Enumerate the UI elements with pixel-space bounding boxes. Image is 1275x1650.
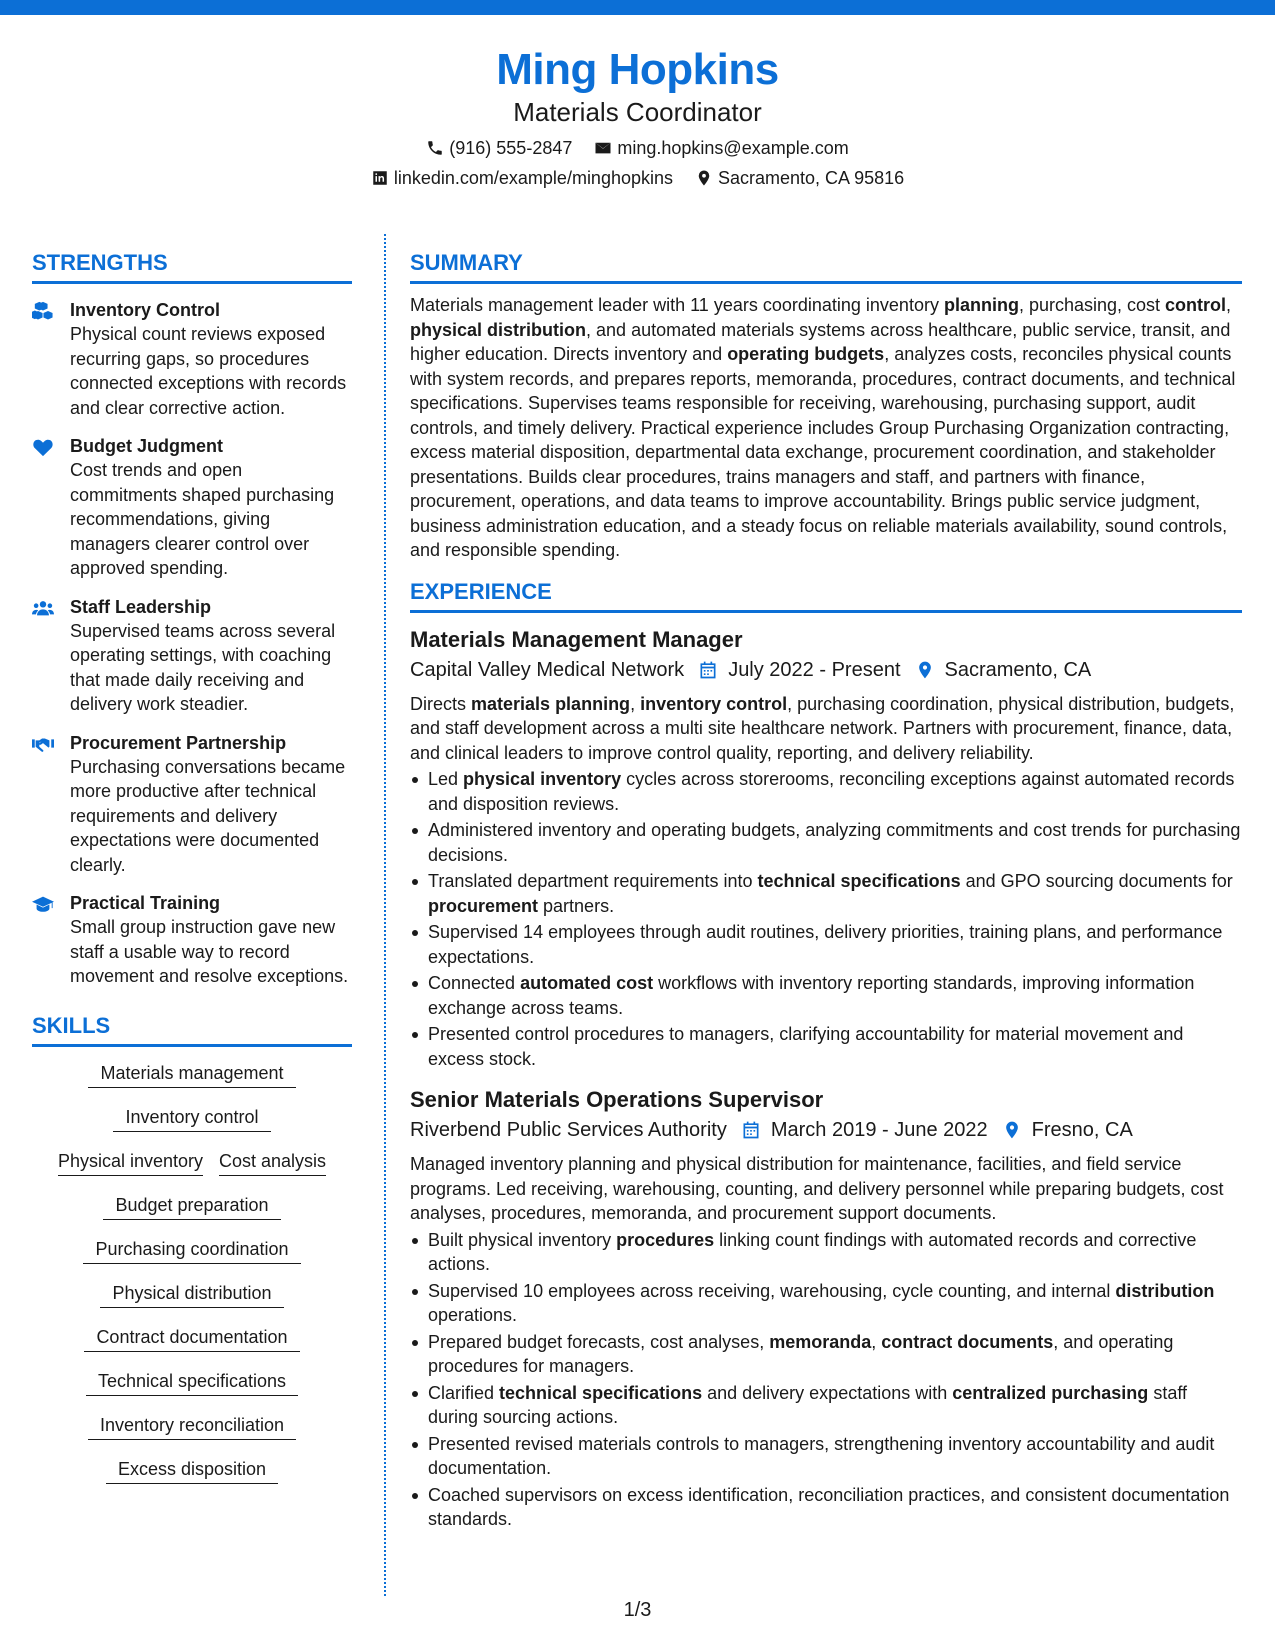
contact-row-secondary	[0, 166, 1275, 190]
job-location: Sacramento, CA	[944, 658, 1092, 681]
strength-description: Cost trends and open commitments shaped purchasing recommendations, giving managers clearer control over approved spending.	[70, 460, 335, 578]
strength-description: Small group instruction gave new staff a usable way to record movement and resolve exceptions.	[70, 917, 349, 986]
strength-title: Staff Leadership	[70, 596, 212, 617]
strength-description: Purchasing conversations became more productive after technical requirements and delivery expectations were documented clearly.	[70, 756, 346, 875]
contact-linkedin[interactable]	[371, 166, 673, 190]
list-item: Coached supervisors on excess identification, reconciliation practices, and consistent documentation standards.	[410, 1483, 1242, 1532]
calendar-icon	[741, 1120, 761, 1140]
candidate-title: Materials Coordinator	[513, 97, 762, 127]
map-marker-icon	[915, 660, 935, 680]
linkedin-text: linkedin.com/example/minghopkins	[393, 168, 673, 188]
graduation-cap-icon	[32, 894, 54, 914]
job-entry	[410, 625, 1242, 1072]
list-item: Led physical inventory cycles across storerooms, reconciling exceptions against automated records and disposition reviews.	[410, 767, 1242, 816]
skills-heading: SKILLS	[32, 1011, 352, 1047]
envelope-icon	[594, 139, 612, 157]
job-description: Managed inventory planning and physical distribution for maintenance, facilities, and field service programs. Led receiving, warehousing, counting, and delivery personnel while preparing budgets, cost analyses, procedures, memoranda, and procurement support documents.	[410, 1154, 1224, 1223]
left-column	[32, 248, 352, 1484]
job-company: Capital Valley Medical Network	[410, 658, 685, 681]
strength-item	[32, 298, 352, 420]
cubes-icon	[32, 301, 54, 321]
candidate-name: Ming Hopkins	[496, 45, 779, 94]
email-text: ming.hopkins@example.com	[617, 138, 849, 158]
skill-tag: Physical inventory	[58, 1149, 203, 1176]
skill-tag: Budget preparation	[103, 1193, 280, 1220]
strength-description: Supervised teams across several operating settings, with coaching that made daily receiving and delivery work steadier.	[70, 620, 336, 714]
map-marker-icon	[695, 169, 713, 187]
list-item: Prepared budget forecasts, cost analyses, memoranda, contract documents, and operating procedures for managers.	[410, 1330, 1242, 1379]
right-column	[410, 248, 1242, 1534]
job-meta	[410, 1115, 1242, 1145]
job-dates: July 2022 - Present	[728, 658, 901, 681]
job-entry	[410, 1085, 1242, 1532]
heart-icon	[32, 437, 54, 457]
list-item: Clarified technical specifications and delivery expectations with centralized purchasing staff during sourcing actions.	[410, 1381, 1242, 1430]
job-role: Materials Management Manager	[410, 626, 743, 652]
skill-tag: Physical distribution	[100, 1281, 283, 1308]
job-dates: March 2019 - June 2022	[770, 1119, 988, 1141]
job-bullets	[410, 767, 1242, 1071]
calendar-icon	[698, 660, 718, 680]
skill-tag: Materials management	[88, 1061, 295, 1088]
strengths-heading: STRENGTHS	[32, 248, 352, 284]
strength-title: Procurement Partnership	[70, 732, 287, 753]
job-bullets	[410, 1228, 1242, 1532]
location-text: Sacramento, CA 95816	[718, 168, 905, 188]
list-item: Presented revised materials controls to managers, strengthening inventory accountability and audit documentation.	[410, 1432, 1242, 1481]
page-number: 1/3	[623, 1599, 652, 1621]
summary-heading: SUMMARY	[410, 248, 1242, 284]
strength-description: Physical count reviews exposed recurring gaps, so procedures connected exceptions with records and clear corrective action.	[70, 324, 347, 418]
list-item: Built physical inventory procedures linking count findings with automated records and corrective actions.	[410, 1228, 1242, 1277]
skills-list	[32, 1061, 352, 1484]
experience-heading: EXPERIENCE	[410, 577, 1242, 613]
list-item: Connected automated cost workflows with inventory reporting standards, improving information exchange across teams.	[410, 971, 1242, 1020]
contact-phone[interactable]	[426, 136, 572, 160]
skill-tag: Contract documentation	[84, 1325, 299, 1352]
contact-row-primary	[0, 136, 1275, 160]
skill-tag: Inventory reconciliation	[88, 1413, 296, 1440]
list-item: Supervised 10 employees across receiving, warehousing, cycle counting, and internal distribution operations.	[410, 1279, 1242, 1328]
contact-location	[695, 166, 904, 190]
contact-email[interactable]	[594, 136, 848, 160]
strength-item	[32, 595, 352, 717]
users-icon	[32, 598, 54, 618]
list-item: Translated department requirements into technical specifications and GPO sourcing documents for procurement partners.	[410, 869, 1242, 918]
skill-tag: Inventory control	[113, 1105, 270, 1132]
strength-item	[32, 891, 352, 989]
strength-item	[32, 434, 352, 581]
job-company: Riverbend Public Services Authority	[410, 1119, 727, 1141]
skill-tag: Purchasing coordination	[83, 1237, 300, 1264]
skill-tag: Technical specifications	[86, 1369, 298, 1396]
list-item: Administered inventory and operating budgets, analyzing commitments and cost trends for purchasing decisions.	[410, 818, 1242, 867]
strength-title: Inventory Control	[70, 300, 221, 320]
job-meta	[410, 655, 1242, 685]
resume-header	[0, 44, 1275, 190]
linkedin-icon	[371, 169, 389, 187]
phone-icon	[426, 139, 444, 157]
job-location: Fresno, CA	[1031, 1119, 1133, 1141]
strength-item	[32, 731, 352, 878]
skill-tag: Excess disposition	[106, 1457, 278, 1484]
job-role: Senior Materials Operations Supervisor	[410, 1087, 824, 1112]
strength-title: Practical Training	[70, 893, 221, 913]
skill-tag: Cost analysis	[219, 1149, 326, 1176]
top-accent-bar	[0, 0, 1275, 15]
summary-text: Materials management leader with 11 years coordinating inventory planning, purchasing, cost control, physical distribution, and automated materials systems across healthcare, public service, transit, and higher education. Directs inventory and operating budgets, analyzes costs, reconciles physical counts with system records, and prepares reports, memoranda, procedures, contract documents, and technical specifications. Supervises teams responsible for receiving, warehousing, purchasing support, audit controls, and timely delivery. Practical experience includes Group Purchasing Organization contracting, excess material disposition, departmental data exchange, procurement coordination, and stakeholder presentations. Builds clear procedures, trains managers and staff, and partners with finance, procurement, operations, and data teams to improve accountability. Brings public service judgment, business administration education, and a steady focus on reliable materials availability, sound controls, and responsible spending.	[410, 295, 1236, 560]
handshake-icon	[32, 734, 54, 754]
map-marker-icon	[1002, 1120, 1022, 1140]
strength-title: Budget Judgment	[70, 436, 223, 456]
phone-text: (916) 555-2847	[449, 138, 573, 158]
list-item: Supervised 14 employees through audit routines, delivery priorities, training plans, and performance expectations.	[410, 920, 1242, 969]
job-description: Directs materials planning, inventory control, purchasing coordination, physical distribution, budgets, and staff development across a multi site healthcare network. Partners with procurement, finance, data, and clinical leaders to improve control quality, reporting, and delivery reliability.	[410, 693, 1235, 763]
list-item: Presented control procedures to managers, clarifying accountability for material movement and excess stock.	[410, 1022, 1242, 1071]
column-divider	[384, 234, 386, 1596]
